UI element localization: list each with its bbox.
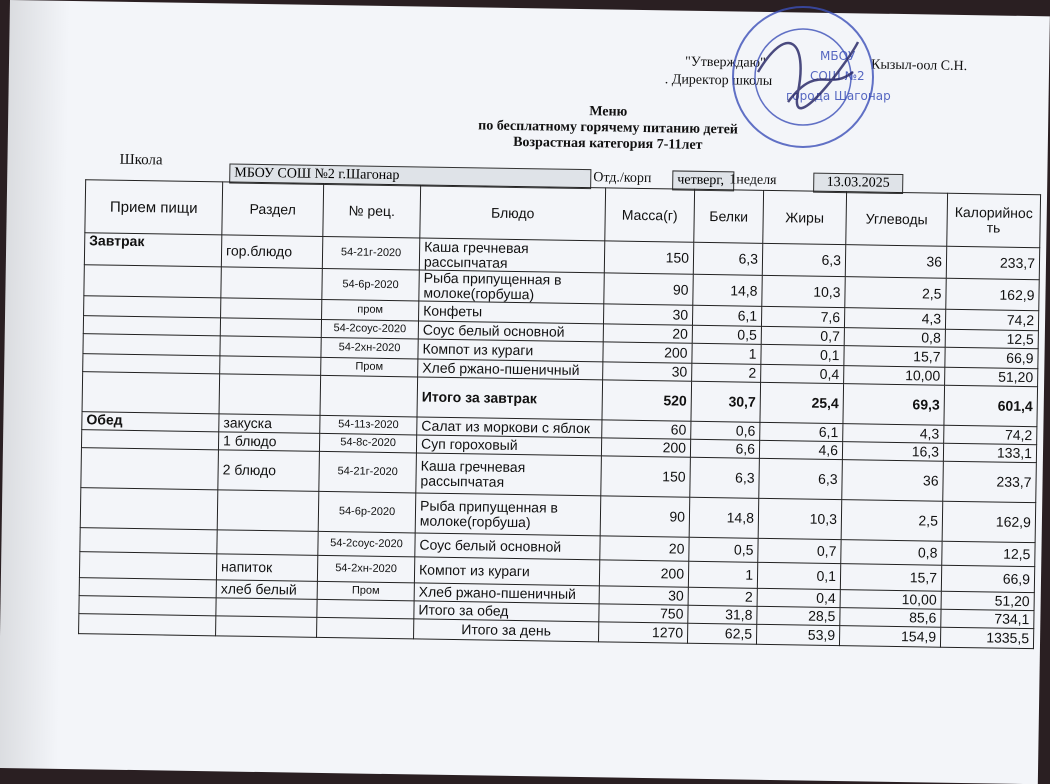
cell-recipe: 54-21г-2020: [322, 236, 419, 270]
cell-section: [216, 616, 317, 638]
cell-mass: 150: [601, 456, 691, 497]
cell-fat: 10,3: [758, 498, 842, 539]
cell-carbs: 154,9: [839, 626, 940, 648]
menu-subtitle: по бесплатному горячему питанию детей: [478, 118, 739, 138]
cell-carbs: 69,3: [843, 384, 945, 426]
cell-recipe: пром: [322, 299, 419, 321]
cell-protein: 0,5: [689, 537, 758, 562]
cell-recipe: 54-21г-2020: [319, 451, 417, 493]
cell-dish: Салат из моркови с яблок: [417, 417, 602, 438]
cell-kcal: 601,4: [944, 385, 1038, 426]
cell-dish: Рыба припущенная в молоке(горбуша): [419, 270, 604, 304]
cell-fat: 0,7: [758, 538, 841, 563]
cell-kcal: 66,9: [945, 347, 1038, 368]
cell-mass: 90: [600, 496, 690, 537]
cell-meal: [83, 316, 220, 336]
cell-recipe: 54-8с-2020: [319, 433, 416, 453]
cell-recipe: Пром: [321, 357, 418, 377]
cell-meal: [84, 296, 221, 318]
cell-carbs: 36: [842, 460, 944, 502]
menu-title: Меню: [589, 104, 628, 120]
cell-carbs: 4,3: [843, 424, 944, 444]
cell-protein: 2: [692, 363, 761, 382]
cell-mass: 750: [599, 604, 688, 623]
cell-fat: 0,1: [757, 562, 840, 589]
col-protein: Белки: [694, 189, 764, 243]
cell-carbs: 10,00: [840, 590, 941, 610]
cell-mass: 30: [603, 362, 692, 381]
cell-mass: 90: [604, 273, 693, 305]
cell-section: [220, 318, 321, 338]
cell-fat: 0,4: [761, 364, 844, 383]
cell-mass: 520: [602, 380, 692, 421]
cell-dish: Компот из кураги: [414, 557, 599, 586]
cell-meal: [83, 334, 220, 356]
cell-recipe: 54-6р-2020: [318, 491, 416, 533]
cell-protein: 6,3: [690, 457, 760, 498]
cell-recipe: 54-2хн-2020: [321, 337, 418, 359]
cell-recipe: [317, 599, 414, 619]
cell-mass: 200: [599, 560, 688, 587]
cell-protein: 31,8: [688, 605, 757, 624]
school-label: Школа: [119, 151, 163, 169]
director-label: . Директор школы: [664, 72, 773, 89]
cell-section: [217, 530, 318, 556]
cell-dish: Итого за завтрак: [417, 377, 603, 420]
cell-fat: 0,4: [757, 588, 840, 607]
stamp-text-1: МБОУ: [820, 49, 856, 63]
cell-section: [217, 490, 319, 532]
cell-section: [221, 298, 322, 320]
col-dish: Блюдо: [420, 185, 606, 241]
cell-meal: [84, 265, 221, 298]
col-mass: Масса(г): [605, 188, 695, 242]
cell-recipe: Пром: [317, 581, 414, 601]
cell-section: [216, 598, 317, 618]
cell-fat: 6,3: [759, 458, 843, 499]
cell-section: закуска: [219, 414, 320, 434]
cell-carbs: 4,3: [844, 308, 945, 330]
cell-recipe: 54-6р-2020: [322, 268, 419, 301]
cell-recipe: 54-2соус-2020: [321, 319, 418, 339]
cell-meal: [81, 430, 218, 450]
cell-mass: 150: [604, 241, 693, 274]
cell-dish: Итого за обед: [414, 601, 599, 622]
page-shadow: [0, 0, 70, 769]
cell-mass: 200: [603, 342, 692, 363]
cell-section: [220, 356, 321, 376]
col-recipe: № рец.: [323, 183, 421, 238]
cell-meal: [82, 372, 220, 414]
cell-mass: 30: [603, 304, 692, 325]
week-label: 1неделя: [729, 172, 777, 189]
cell-kcal: 66,9: [941, 565, 1034, 592]
cell-mass: 20: [600, 536, 689, 561]
cell-meal: [79, 578, 216, 598]
cell-section: [221, 267, 322, 300]
cell-kcal: 1335,5: [940, 627, 1033, 648]
cell-fat: 25,4: [760, 382, 844, 423]
stamp-text-3: города Шагонар: [786, 89, 891, 103]
cell-kcal: 12,5: [942, 541, 1035, 566]
dept-label: Отд./корп: [593, 170, 652, 187]
cell-protein: 6,3: [693, 242, 762, 275]
cell-protein: 0,6: [691, 421, 760, 440]
cell-section: гор.блюдо: [221, 235, 322, 269]
school-name-field: МБОУ СОШ №2 г.Шагонар: [229, 163, 591, 189]
cell-kcal: 51,20: [941, 591, 1034, 610]
cell-carbs: 2,5: [841, 500, 943, 542]
col-meal: Прием пищи: [85, 180, 223, 235]
cell-carbs: 85,6: [840, 608, 941, 628]
cell-section: 2 блюдо: [218, 450, 320, 492]
cell-protein: 1: [692, 343, 761, 364]
cell-meal: [81, 448, 219, 490]
cell-kcal: 51,20: [945, 367, 1038, 386]
cell-fat: 0,1: [761, 344, 844, 365]
cell-fat: 6,1: [760, 422, 843, 441]
cell-meal: [80, 488, 218, 530]
cell-dish: Соус белый основной: [418, 321, 603, 342]
cell-section: хлеб белый: [216, 580, 317, 600]
stamp-text-2: СОШ №2: [810, 69, 865, 83]
cell-mass: 20: [603, 324, 692, 343]
cell-kcal: 162,9: [946, 278, 1039, 310]
cell-recipe: [317, 617, 414, 639]
cell-dish: Рыба припущенная в молоке(горбуша): [415, 493, 601, 536]
cell-kcal: 233,7: [946, 246, 1039, 279]
cell-meal: [79, 552, 216, 580]
cell-dish: Хлеб ржано-пшеничный: [414, 583, 599, 604]
cell-protein: 14,8: [689, 497, 759, 538]
menu-table: [78, 179, 1041, 649]
cell-fat: 7,6: [761, 306, 844, 327]
cell-protein: 0,5: [692, 325, 761, 344]
cell-fat: 6,3: [762, 243, 845, 276]
cell-section: 1 блюдо: [218, 432, 319, 452]
cell-fat: 0,7: [761, 326, 844, 345]
cell-carbs: 0,8: [841, 540, 942, 566]
cell-kcal: 74,2: [945, 309, 1038, 330]
cell-mass: 60: [602, 420, 691, 439]
cell-carbs: 15,7: [844, 346, 945, 368]
cell-protein: 6,6: [690, 439, 759, 458]
cell-meal: [80, 528, 217, 554]
cell-fat: 53,9: [756, 624, 839, 645]
cell-mass: 1270: [598, 622, 687, 643]
cell-section: напиток: [216, 554, 317, 582]
cell-carbs: 16,3: [842, 442, 943, 462]
cell-meal: Завтрак: [84, 233, 221, 267]
cell-protein: 6,1: [692, 305, 761, 326]
col-section: Раздел: [222, 182, 324, 237]
cell-dish: Конфеты: [419, 301, 604, 324]
cell-carbs: 2,5: [845, 277, 946, 310]
cell-carbs: 15,7: [840, 564, 941, 592]
cell-mass: 200: [601, 438, 690, 457]
cell-kcal: 133,1: [943, 443, 1036, 462]
cell-section: [219, 374, 321, 416]
signer-name: Кызыл-оол С.Н.: [870, 57, 968, 75]
school-stamp-seal: [728, 2, 891, 152]
cell-dish: Компот из кураги: [418, 339, 603, 362]
cell-dish: Каша гречневая рассыпчатая: [416, 453, 602, 496]
cell-fat: 10,3: [762, 275, 845, 307]
cell-mass: 30: [599, 586, 688, 605]
cell-dish: Суп гороховый: [416, 435, 601, 456]
cell-carbs: 36: [845, 245, 946, 279]
cell-section: [220, 336, 321, 358]
cell-protein: 30,7: [691, 381, 761, 422]
cell-dish: Каша гречневая рассыпчатая: [419, 238, 604, 273]
cell-kcal: 162,9: [942, 501, 1036, 542]
cell-fat: 28,5: [757, 606, 840, 625]
cell-meal: [79, 614, 216, 636]
col-kcal: Калорийность: [947, 193, 1041, 247]
cell-fat: 4,6: [759, 440, 842, 459]
age-category: Возрастная категория 7-11лет: [513, 134, 703, 153]
cell-carbs: 0,8: [844, 328, 945, 348]
cell-protein: 1: [688, 561, 757, 588]
cell-dish: Итого за день: [414, 619, 599, 642]
day-field: четверг,: [672, 170, 734, 191]
cell-dish: Хлеб ржано-пшеничный: [418, 359, 603, 380]
cell-carbs: 10,00: [844, 366, 945, 386]
col-fat: Жиры: [763, 190, 847, 244]
cell-kcal: 233,7: [943, 461, 1037, 502]
cell-dish: Соус белый основной: [415, 533, 600, 560]
cell-recipe: 54-2хн-2020: [317, 555, 414, 583]
date-field: 13.03.2025: [813, 173, 903, 194]
cell-recipe: 54-11з-2020: [320, 415, 417, 435]
cell-kcal: 74,2: [944, 425, 1037, 444]
cell-meal: [83, 354, 220, 374]
cell-recipe: 54-2соус-2020: [318, 531, 415, 557]
cell-recipe: [320, 375, 418, 417]
cell-kcal: 734,1: [941, 609, 1034, 628]
cell-protein: 14,8: [693, 274, 762, 306]
cell-protein: 62,5: [687, 623, 756, 644]
cell-meal: Обед: [82, 412, 219, 432]
cell-kcal: 12,5: [945, 329, 1038, 348]
approve-label: "Утверждаю": [684, 54, 766, 71]
col-carbs: Углеводы: [846, 192, 948, 247]
cell-meal: [79, 596, 216, 616]
cell-protein: 2: [688, 587, 757, 606]
